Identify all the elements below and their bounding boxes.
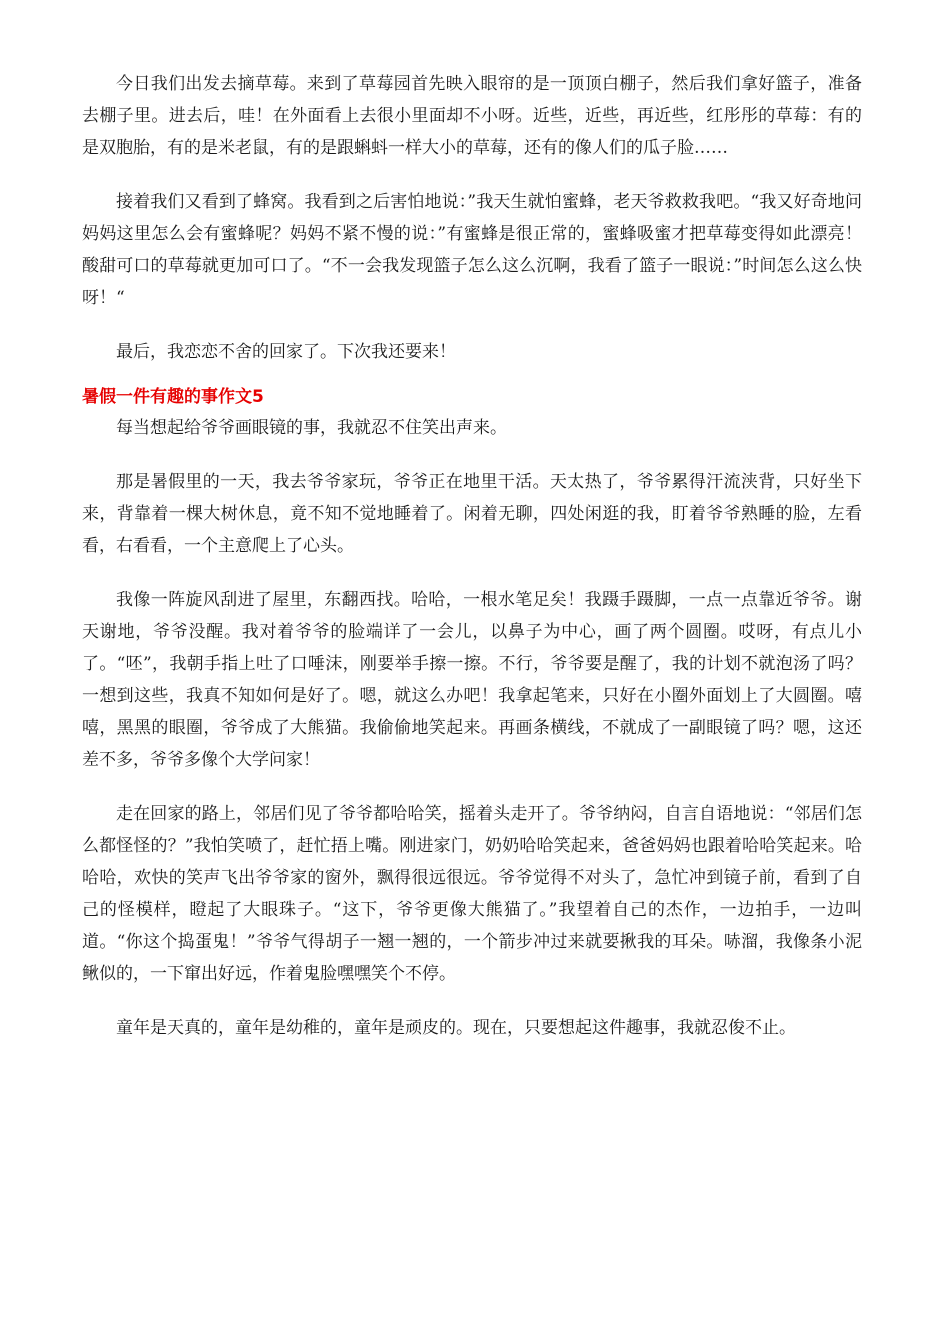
section-heading: 暑假一件有趣的事作文5 [82, 387, 264, 407]
paragraph-beehive: 接着我们又看到了蜂窝。我看到之后害怕地说：”我天生就怕蜜蜂，老天爷救救我吧。“我又好奇地问妈妈这里怎么会有蜜蜂呢？妈妈不紧不慢的说：”有蜜蜂是很正常的，蜜蜂吸蜜才把草莓变得如此漂亮！酸甜可口的草莓就更加可口了。“不一会我发现篮子怎么这么沉啊，我看了篮子一眼说：”时间怎么这么快呀！“ [82, 192, 862, 308]
paragraph-strawberry-intro: 今日我们出发去摘草莓。来到了草莓园首先映入眼帘的是一顶顶白棚子，然后我们拿好篮子，准备去棚子里。进去后，哇！在外面看上去很小里面却不小呀。近些，近些，再近些，红彤彤的草莓：有的是双胞胎，有的是米老鼠，有的是跟蝌蚪一样大小的草莓，还有的像人们的瓜子脸…… [82, 74, 862, 158]
document-page [82, 68, 862, 1044]
paragraph-neighbors-laugh: 走在回家的路上，邻居们见了爷爷都哈哈笑，摇着头走开了。爷爷纳闷，自言自语地说：“邻居们怎么都怪怪的？”我怕笑喷了，赶忙捂上嘴。刚进家门，奶奶哈哈笑起来，爸爸妈妈也跟着哈哈笑起来。哈哈哈，欢快的笑声飞出爷爷家的窗外，飘得很远很远。爷爷觉得不对头了，急忙冲到镜子前，看到了自己的怪模样，瞪起了大眼珠子。“这下，爷爷更像大熊猫了。”我望着自己的杰作，一边拍手，一边叫道。“你这个捣蛋鬼！”爷爷气得胡子一翘一翘的，一个箭步冲过来就要揪我的耳朵。哧溜，我像条小泥鳅似的，一下窜出好远，作着鬼脸嘿嘿笑个不停。 [82, 804, 862, 984]
paragraph-opening: 每当想起给爷爷画眼镜的事，我就忍不住笑出声来。 [116, 418, 507, 438]
paragraph-grandpa-sleeping: 那是暑假里的一天，我去爷爷家玩，爷爷正在地里干活。天太热了，爷爷累得汗流浃背，只好坐下来，背靠着一棵大树休息，竟不知不觉地睡着了。闲着无聊，四处闲逛的我，盯着爷爷熟睡的脸，左看看，右看看，一个主意爬上了心头。 [82, 472, 862, 556]
paragraph-going-home: 最后，我恋恋不舍的回家了。下次我还要来！ [116, 342, 456, 362]
paragraph-conclusion: 童年是天真的，童年是幼稚的，童年是顽皮的。现在，只要想起这件趣事，我就忍俊不止。 [116, 1018, 796, 1038]
paragraph-drawing-glasses: 我像一阵旋风刮进了屋里，东翻西找。哈哈，一根水笔足矣！我蹑手蹑脚，一点一点靠近爷爷。谢天谢地，爷爷没醒。我对着爷爷的脸端详了一会儿，以鼻子为中心，画了两个圆圈。哎呀，有点儿小了。“呸”，我朝手指上吐了口唾沫，刚要举手擦一擦。不行，爷爷要是醒了，我的计划不就泡汤了吗？一想到这些，我真不知如何是好了。嗯，就这么办吧！我拿起笔来，只好在小圈外面划上了大圆圈。嘻嘻，黑黑的眼圈，爷爷成了大熊猫。我偷偷地笑起来。再画条横线，不就成了一副眼镜了吗？嗯，这还差不多，爷爷多像个大学问家！ [82, 590, 862, 770]
